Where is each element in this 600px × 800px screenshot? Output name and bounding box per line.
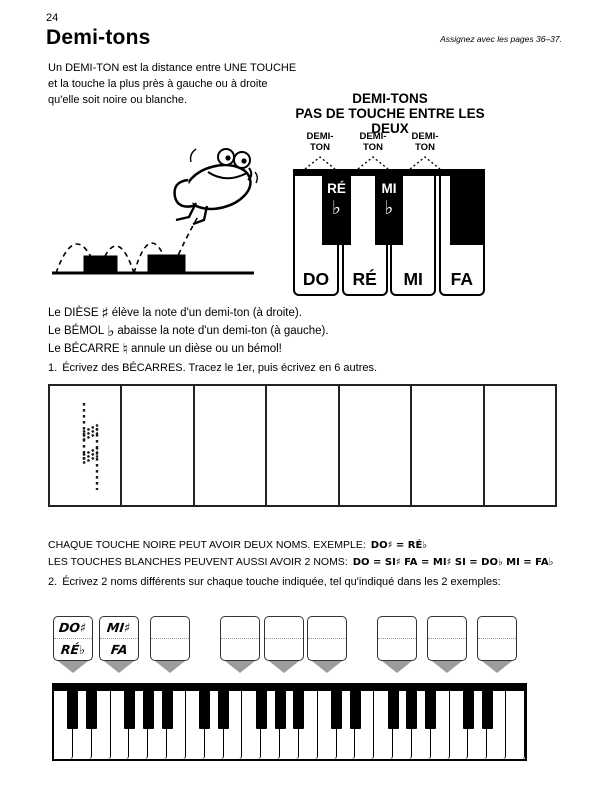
demi-ton-label-top: DEMI- <box>306 131 334 142</box>
piano-black-key <box>162 685 173 729</box>
tag-bottom-name <box>478 638 516 660</box>
down-arrow-icon <box>58 661 88 673</box>
diagram-heading-line2: PAS DE TOUCHE ENTRE LES DEUX <box>295 106 485 136</box>
keyboard-diagram <box>293 169 485 296</box>
white-key-label: DO <box>302 269 330 289</box>
piano-black-key <box>425 685 436 729</box>
white-key-label: RÉ <box>352 269 377 289</box>
down-arrow-icon <box>155 661 185 673</box>
keyboard-top-band <box>293 169 485 176</box>
demi-ton-label <box>350 131 396 153</box>
trace-box <box>122 386 194 505</box>
tag-box <box>477 616 517 661</box>
intro-line: Un DEMI-TON est la distance entre UNE TOUCHE <box>48 62 297 74</box>
piano-black-key <box>350 685 361 729</box>
trace-box <box>195 386 267 505</box>
intro-line: et la touche la plus près à gauche ou à droite <box>48 78 268 90</box>
diagram-black-key <box>322 174 351 245</box>
tag-top-name <box>265 617 303 638</box>
intro-paragraph <box>48 60 318 108</box>
natural-icon: ♮ <box>122 340 128 358</box>
tag-top-name <box>428 617 466 638</box>
tag-box <box>264 616 304 661</box>
diagram-heading <box>279 91 501 136</box>
bottom-keyboard <box>52 683 527 761</box>
piano-black-key <box>482 685 493 729</box>
sharp-icon: ♯ <box>101 304 109 322</box>
white-key-label: MI <box>403 269 423 289</box>
piano-black-key <box>67 685 78 729</box>
piano-black-key <box>199 685 210 729</box>
piano-black-key <box>143 685 154 729</box>
key-name-tag <box>427 616 467 673</box>
diagram-heading-line1: DEMI-TONS <box>352 91 428 106</box>
page-title: Demi-tons <box>46 26 151 49</box>
intro-line: qu'elle soit noire ou blanche. <box>48 94 188 106</box>
exercise2-instruction: 2. Écrivez 2 noms différents sur chaque touche indiquée, tel qu'indiqué dans les 2 exemples: <box>48 576 501 588</box>
black-key-label: MI <box>381 181 397 196</box>
demi-ton-label <box>297 131 343 153</box>
rule-flat: Le BÉMOL ♭ abaisse la note d'un demi-ton (à gauche). <box>48 322 329 340</box>
piano-black-key <box>218 685 229 729</box>
tag-box <box>150 616 190 661</box>
piano-black-key <box>388 685 399 729</box>
demi-ton-bracket-icon <box>357 156 389 170</box>
page-number: 24 <box>46 12 59 24</box>
tag-top-name <box>478 617 516 638</box>
down-arrow-icon <box>382 661 412 673</box>
tag-box <box>99 616 139 661</box>
flat-icon: ♭ <box>332 197 341 219</box>
tag-bottom-name <box>308 638 346 660</box>
piano-black-key <box>406 685 417 729</box>
key-name-tag <box>477 616 517 673</box>
partial-black-key <box>450 174 485 245</box>
white-key-names-line: LES TOUCHES BLANCHES PEUVENT AUSSI AVOIR 2 NOMS: DO = SI♯ FA = MI♯ SI = DO♭ MI = FA♭ <box>48 556 554 568</box>
tag-box <box>53 616 93 661</box>
down-arrow-icon <box>312 661 342 673</box>
demi-ton-bracket-icon <box>304 156 336 170</box>
key-name-tag <box>99 616 139 673</box>
tag-box <box>427 616 467 661</box>
demi-ton-label-bottom: TON <box>310 142 330 153</box>
diagram-black-key <box>375 174 403 245</box>
tag-box <box>377 616 417 661</box>
flat-icon: ♭ <box>384 197 394 219</box>
tag-top-text: MI♯ <box>106 620 132 635</box>
black-key-names-line: CHAQUE TOUCHE NOIRE PEUT AVOIR DEUX NOMS. EXEMPLE: DO♯ = RÉ♭ <box>48 539 428 551</box>
piano-black-key <box>86 685 97 729</box>
piano-white-key <box>506 685 525 759</box>
piano-black-key <box>293 685 304 729</box>
key-name-tag <box>150 616 190 673</box>
piano-black-key <box>124 685 135 729</box>
key-name-tag <box>220 616 260 673</box>
tag-top-name <box>100 617 138 638</box>
piano-black-key <box>331 685 342 729</box>
tag-box <box>307 616 347 661</box>
tag-bottom-name <box>265 638 303 660</box>
tag-top-text: DO♯ <box>58 620 88 635</box>
down-arrow-icon <box>104 661 134 673</box>
trace-box <box>340 386 412 505</box>
exercise1-instruction: 1. Écrivez des BÉCARRES. Tracez le 1er, puis écrivez en 6 autres. <box>48 362 378 374</box>
tag-bottom-name <box>221 638 259 660</box>
flat-icon: ♭ <box>107 322 115 340</box>
trace-box <box>412 386 484 505</box>
white-key-examples: DO = SI♯ FA = MI♯ SI = DO♭ MI = FA♭ <box>352 557 554 568</box>
tag-top-name <box>308 617 346 638</box>
demi-ton-label-top: DEMI- <box>359 131 387 142</box>
demi-ton-label <box>402 131 448 153</box>
tag-bottom-name <box>428 638 466 660</box>
demi-ton-label-bottom: TON <box>363 142 383 153</box>
tag-box <box>220 616 260 661</box>
frog-hopping-illustration <box>50 145 260 280</box>
assignment-note: Assignez avec les pages 36–37. <box>440 34 562 44</box>
tag-bottom-name <box>54 638 92 660</box>
tag-top-name <box>378 617 416 638</box>
key-name-tag <box>307 616 347 673</box>
natural-trace-boxes <box>48 384 557 507</box>
key-name-tag <box>53 616 93 673</box>
tag-bottom-name <box>378 638 416 660</box>
piano-black-key <box>275 685 286 729</box>
keyboard-top-band <box>54 685 525 691</box>
tag-top-name <box>54 617 92 638</box>
demi-ton-label-bottom: TON <box>415 142 435 153</box>
tag-bottom-name <box>151 638 189 660</box>
traced-natural-sign <box>76 400 106 492</box>
trace-box <box>50 386 122 505</box>
black-key-example: DO♯ = RÉ♭ <box>370 540 428 551</box>
key-name-tag <box>264 616 304 673</box>
down-arrow-icon <box>482 661 512 673</box>
rule-sharp: Le DIÈSE ♯ élève la note d'un demi-ton (à droite). <box>48 304 302 322</box>
key-name-tag <box>377 616 417 673</box>
down-arrow-icon <box>225 661 255 673</box>
tag-top-name <box>221 617 259 638</box>
tag-bottom-text: FA <box>109 642 129 657</box>
down-arrow-icon <box>432 661 462 673</box>
tag-bottom-text: RÉ♭ <box>60 642 86 657</box>
piano-black-key <box>256 685 267 729</box>
demi-ton-bracket-icon <box>409 156 441 170</box>
tag-bottom-name <box>100 638 138 660</box>
trace-box <box>267 386 339 505</box>
rule-natural: Le BÉCARRE ♮ annule un dièse ou un bémol! <box>48 340 282 358</box>
frog-illustration-svg <box>50 145 260 280</box>
down-arrow-icon <box>269 661 299 673</box>
white-key-label: FA <box>450 269 473 289</box>
demi-ton-label-top: DEMI- <box>411 131 439 142</box>
tag-top-name <box>151 617 189 638</box>
piano-black-key <box>463 685 474 729</box>
trace-box <box>485 386 555 505</box>
black-key-label: RÉ <box>327 181 346 196</box>
